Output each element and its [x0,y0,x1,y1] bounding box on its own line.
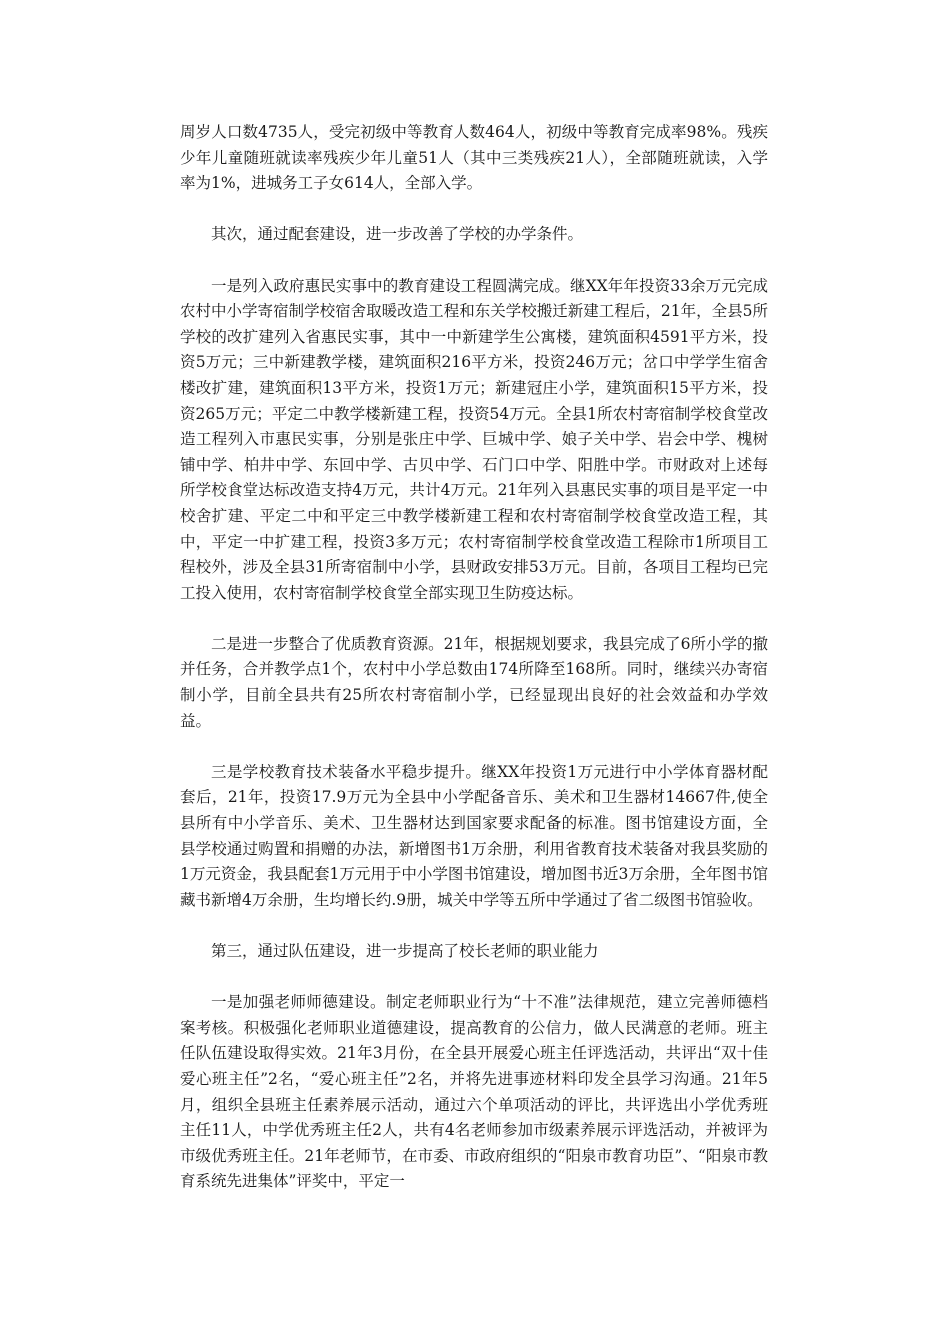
paragraph-population-stats: 周岁人口数4735人，受完初级中等教育人数464人，初级中等教育完成率98%。残疾少年儿童随班就读率残疾少年儿童51人（其中三类残疾21人），全部随班就读，入学率为1%，进城务工子女614人，全部入学。 [180,123,768,193]
paragraph-teacher-ethics: 一是加强老师师德建设。制定老师职业行为“十不准”法律规范，建立完善师德档案考核。积极强化老师职业道德建设，提高教育的公信力，做人民满意的老师。班主任队伍建设取得实效。21年3月份，在全县开展爱心班主任评选活动，共评出“双十佳爱心班主任”2名，“爱心班主任”2名，并将先进事迹材料印发全县学习沟通。21年5月，组织全县班主任素养展示活动，通过六个单项活动的评比，共评选出小学优秀班主任11人，中学优秀班主任2人，共有4名老师参加市级素养展示评选活动，并被评为市级优秀班主任。21年老师节，在市委、市政府组织的“阳泉市教育功臣”、“阳泉市教育系统先进集体”评奖中，平定一 [180,993,768,1191]
paragraph-construction-projects: 一是列入政府惠民实事中的教育建设工程圆满完成。继XX年年投资33余万元完成农村中小学寄宿制学校宿舍取暖改造工程和东关学校搬迁新建工程后，21年，全县5所学校的改扩建列入省惠民实事，其中一中新建学生公寓楼，建筑面积4591平方米，投资5万元；三中新建教学楼，建筑面积216平方米，投资246万元；岔口中学学生宿舍楼改扩建，建筑面积13平方米，投资1万元；新建冠庄小学，建筑面积15平方米，投资265万元；平定二中教学楼新建工程，投资54万元。全县1所农村寄宿制学校食堂改造工程列入市惠民实事，分别是张庄中学、巨城中学、娘子关中学、岩会中学、槐树铺中学、柏井中学、东回中学、古贝中学、石门口中学、阳胜中学。市财政对上述每所学校食堂达标改造支持4万元，共计4万元。21年列入县惠民实事的项目是平定一中校舍扩建、平定二中和平定三中教学楼新建工程和农村寄宿制学校食堂改造工程，其中，平定一中扩建工程，投资3多万元；农村寄宿制学校食堂改造工程除市1所项目工程校外，涉及全县31所寄宿制中小学，县财政安排53万元。目前，各项目工程均已完工投入使用，农村寄宿制学校食堂全部实现卫生防疫达标。 [180,276,768,602]
document-body [180,120,768,1221]
paragraph-second-heading: 其次，通过配套建设，进一步改善了学校的办学条件。 [211,225,584,244]
paragraph-equipment-upgrade: 三是学校教育技术装备水平稳步提升。继XX年投资1万元进行中小学体育器材配套后，21年，投资17.9万元为全县中小学配备音乐、美术和卫生器材14667件,使全县所有中小学音乐、美术、卫生器材达到国家要求配备的标准。图书馆建设方面，全县学校通过购置和捐赠的办法，新增图书1万余册，利用省教育技术装备对我县奖励的1万元资金，我县配套1万元用于中小学图书馆建设，增加图书近3万余册，全年图书馆藏书新增4万余册，生均增长约.9册，城关中学等五所中学通过了省二级图书馆验收。 [180,762,768,909]
paragraph-third-heading: 第三，通过队伍建设，进一步提高了校长老师的职业能力 [211,942,599,960]
paragraph-resource-integration: 二是进一步整合了优质教育资源。21年，根据规划要求，我县完成了6所小学的撤并任务，合并教学点1个，农村中小学总数由174所降至168所。同时，继续兴办寄宿制小学，目前全县共有25所农村寄宿制小学，已经显现出良好的社会效益和办学效益。 [180,634,768,730]
